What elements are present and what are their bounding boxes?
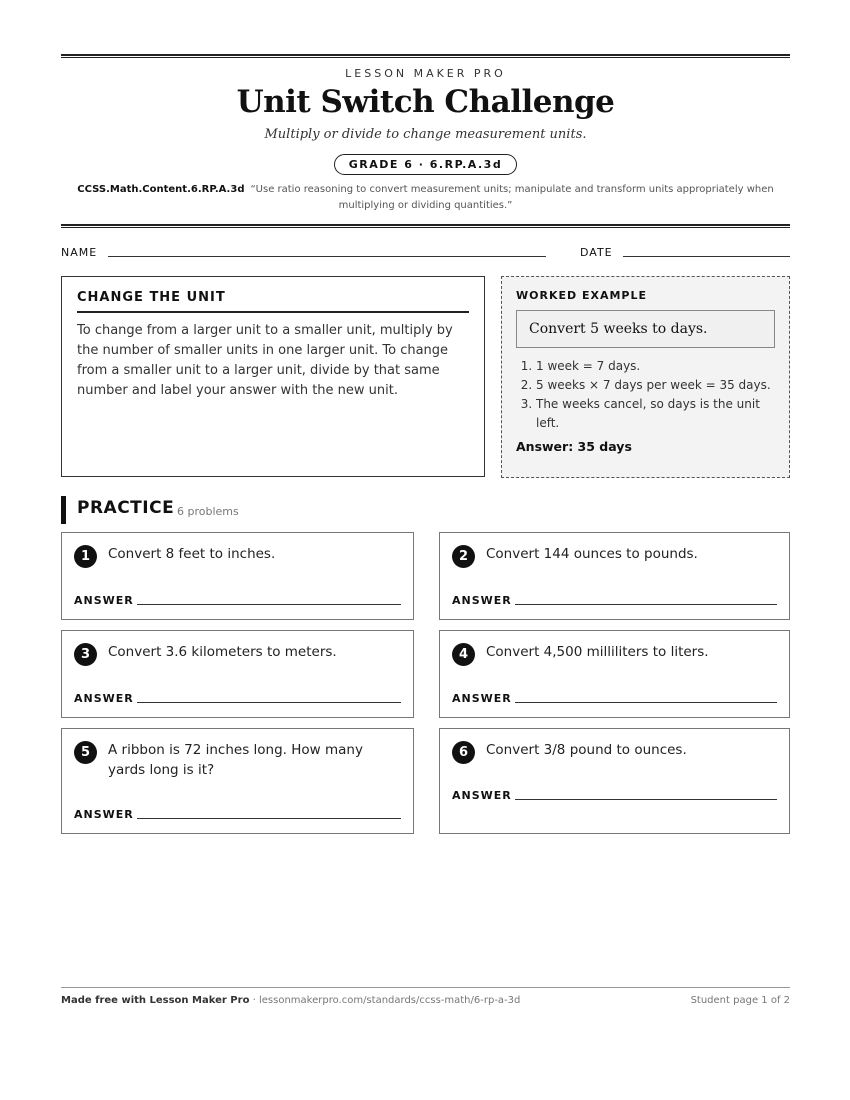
footer-page-number: Student page 1 of 2 [690,995,790,1006]
problem-card-2 [439,532,790,620]
change-the-unit-text: To change from a larger unit to a smaller unit, multiply by the number of smaller units in one larger unit. To change from a smaller unit to a larger unit, divide by that same number and label your answer with the new unit. [77,323,453,398]
change-the-unit-box [61,276,485,477]
date-label: DATE [580,246,613,259]
problem-card-4 [439,630,790,718]
problem-text: Convert 4,500 milliliters to liters. [486,644,709,660]
answer-label: ANSWER [452,789,512,802]
answer-label: ANSWER [452,594,512,607]
answer-field[interactable] [137,818,401,819]
footer-rule [61,987,790,988]
problem-number: 3 [74,643,97,666]
answer-label: ANSWER [74,594,134,607]
brand-name: LESSON MAKER PRO [345,67,506,80]
problem-card-6 [439,728,790,834]
worked-example-step: 1. 1 week = 7 days. [536,357,775,376]
standard-statement [71,182,780,214]
answer-label: ANSWER [74,808,134,821]
worked-example-answer: Answer: 35 days [516,439,632,454]
footer-made-with: Made free with Lesson Maker Pro [61,995,250,1006]
standard-quote: “Use ratio reasoning to convert measurement units; manipulate and transform units appropriately when multiplying or dividing quantities.” [250,184,774,211]
footer-url[interactable]: · lessonmakerpro.com/standards/ccss-math/6-rp-a-3d [249,995,521,1006]
worked-example-step: 2. 5 weeks × 7 days per week = 35 days. [536,376,775,395]
problem-text: Convert 3/8 pound to ounces. [486,742,687,758]
answer-field[interactable] [137,604,401,605]
problem-number: 1 [74,545,97,568]
problem-card-1 [61,532,414,620]
practice-heading: PRACTICE [77,498,175,518]
change-the-unit-heading: CHANGE THE UNIT [77,290,469,313]
problem-text: Convert 3.6 kilometers to meters. [108,644,337,660]
grade-badge-wrap [61,153,790,175]
grade-badge: GRADE 6 · 6.RP.A.3d [334,154,517,175]
answer-field[interactable] [515,799,777,800]
answer-field[interactable] [515,604,777,605]
date-field[interactable] [623,256,790,257]
problem-card-3 [61,630,414,718]
name-label: NAME [61,246,98,259]
problem-text: Convert 144 ounces to pounds. [486,546,698,562]
answer-field[interactable] [137,702,401,703]
practice-accent-bar [61,496,66,524]
header-bottom-rule [61,224,790,228]
worked-example-step: 3. The weeks cancel, so days is the unit left. [536,395,775,433]
problem-card-5 [61,728,414,834]
worked-example-heading: WORKED EXAMPLE [516,289,647,302]
footer-credit [61,995,520,1006]
problem-text: A ribbon is 72 inches long. How many yards long is it? [108,742,363,778]
name-field[interactable] [108,256,546,257]
answer-label: ANSWER [74,692,134,705]
standard-code: CCSS.Math.Content.6.RP.A.3d [77,184,245,195]
worked-example-prompt: Convert 5 weeks to days. [516,310,775,348]
worksheet-page [61,0,790,1100]
page-subtitle: Multiply or divide to change measurement units. [264,127,587,142]
problem-number: 6 [452,741,475,764]
worked-example-box [501,276,790,478]
answer-field[interactable] [515,702,777,703]
problem-text: Convert 8 feet to inches. [108,546,276,562]
worked-example-steps [516,357,775,433]
practice-count: 6 problems [177,505,239,518]
page-title: Unit Switch Challenge [236,84,615,120]
problem-number: 5 [74,741,97,764]
problem-number: 2 [452,545,475,568]
header-top-rule [61,54,790,58]
problem-number: 4 [452,643,475,666]
answer-label: ANSWER [452,692,512,705]
